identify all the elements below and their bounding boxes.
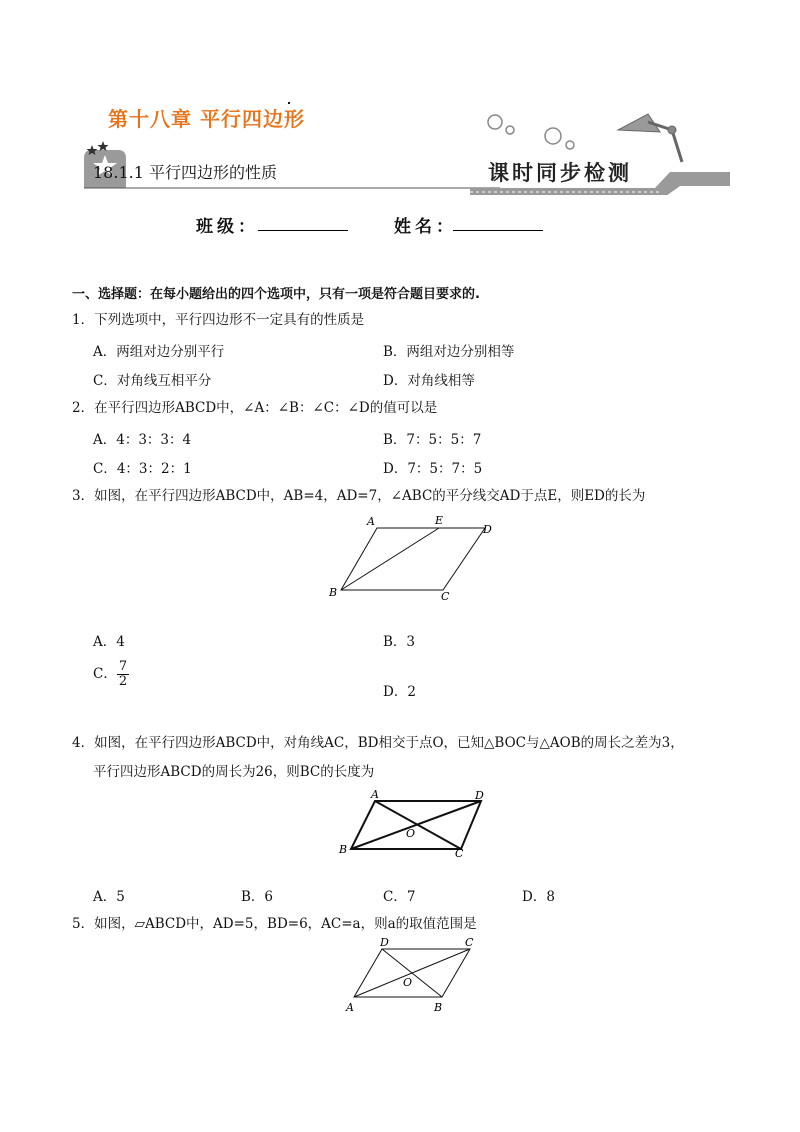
vertex-label-d: D [483,523,492,536]
question-2-option-b[interactable]: B．7：5：5：7 [383,432,482,448]
vertex-label-b: B [434,1001,443,1014]
vertex-label-a: A [346,1001,354,1014]
question-2-option-a[interactable]: A．4：3：3：4 [93,432,192,448]
vertex-label-a: A [367,515,375,528]
center-label-o: O [406,827,416,840]
question-4-stem-line-2: 平行四边形ABCD的周长为26，则BC的长度为 [93,764,375,780]
question-1-option-b[interactable]: B．两组对边分别相等 [383,344,515,360]
question-1-option-a[interactable]: A．两组对边分别平行 [93,344,225,360]
bisector-be [341,528,439,590]
question-2-option-d[interactable]: D．7：5：7：5 [383,461,483,477]
question-3-option-d[interactable]: D．2 [383,684,416,700]
section-heading: 一、选择题：在每小题给出的四个选项中，只有一项是符合题目要求的. [72,287,480,302]
vertex-label-c: C [455,847,464,859]
question-3-figure [325,510,495,605]
question-2-option-c[interactable]: C．4：3：2：1 [93,461,192,477]
question-4-option-a[interactable]: A．5 [93,889,125,905]
vertex-label-d: D [380,936,389,949]
chapter-title: 第十八章 平行四边形 [108,107,305,131]
class-label: 班级： [196,217,259,237]
fraction-seven-halves: $\frac{7}{2}$ [118,659,128,689]
question-1-option-d[interactable]: D．对角线相等 [383,373,475,389]
question-2-stem: 2．在平行四边形ABCD中，∠A：∠B：∠C：∠D的值可以是 [72,400,438,416]
diagonal-bd [382,949,442,997]
vertex-label-c: C [465,936,474,949]
question-1-option-c[interactable]: C．对角线互相平分 [93,373,212,389]
question-3-option-b[interactable]: B．3 [383,634,416,650]
question-1-stem: 1．下列选项中，平行四边形不一定具有的性质是 [72,312,365,328]
vertex-label-a: A [371,788,379,801]
question-3-option-c[interactable] [93,660,129,689]
vertex-label-b: B [339,843,348,856]
bubbles-icon [488,115,574,149]
question-3-stem: 3．如图，在平行四边形ABCD中，AB=4，AD=7，∠ABC的平分线交AD于点E，则ED的长为 [72,488,646,504]
vertex-label-c: C [441,590,450,603]
vertex-label-b: B [329,586,338,599]
section-title: 18.1.1 平行四边形的性质 [93,163,277,182]
question-4-stem-line-1: 4．如图，在平行四边形ABCD中，对角线AC，BD相交于点O，已知△BOC与△AOB的周长之差为3， [72,735,684,751]
name-field[interactable] [453,230,543,231]
vertex-label-d: D [475,789,484,802]
question-4-option-c[interactable]: C．7 [383,889,416,905]
question-4-option-b[interactable]: B．6 [241,889,274,905]
banner-label: 课时同步检测 [488,160,632,185]
name-label: 姓名： [394,217,457,237]
desk-lamp-icon [618,114,682,162]
question-3-option-c-prefix: C． [93,666,117,682]
vertex-label-e: E [435,514,444,527]
question-4-option-d[interactable]: D．8 [522,889,555,905]
question-5-stem: 5．如图，▱ABCD中，AD=5，BD=6，AC=a，则a的取值范围是 [72,916,477,932]
question-3-option-a[interactable]: A．4 [93,634,125,650]
parallelogram-abcd [341,528,485,590]
center-label-o: O [403,976,413,989]
question-4-figure [335,787,495,859]
class-field[interactable] [258,230,348,231]
question-5-figure [338,935,488,1015]
